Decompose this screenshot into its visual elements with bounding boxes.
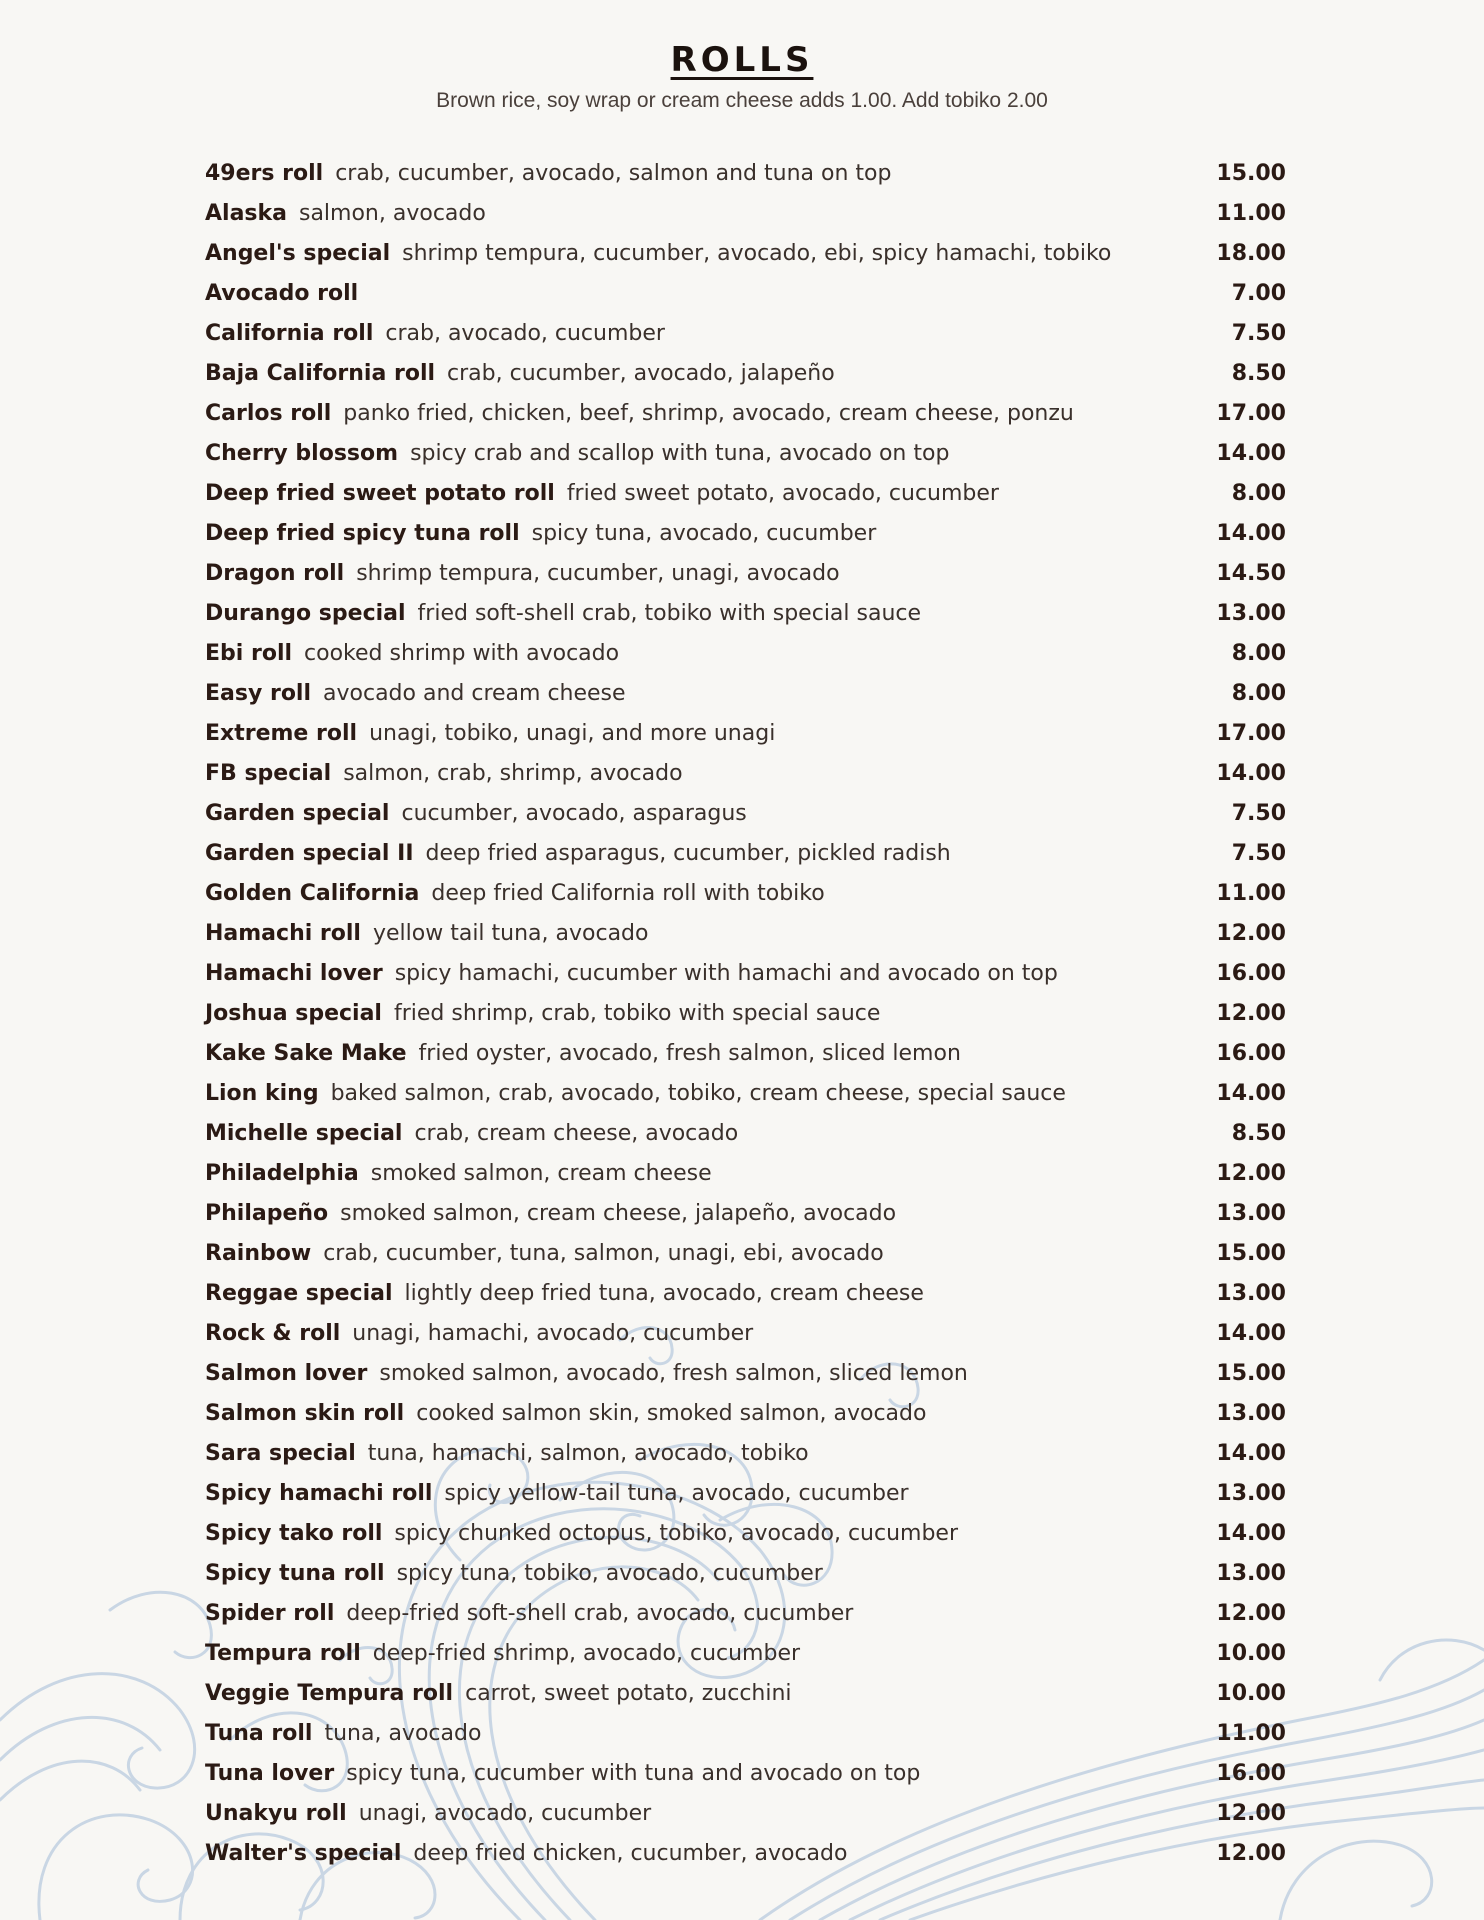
item-name: Baja California roll (205, 361, 436, 386)
item-description: cooked shrimp with avocado (304, 641, 620, 666)
menu-item (205, 1034, 1286, 1074)
item-price: 13.00 (1216, 1201, 1286, 1226)
menu-item (205, 754, 1286, 794)
item-price: 12.00 (1216, 1601, 1286, 1626)
item-price: 7.50 (1231, 801, 1286, 826)
menu-item (205, 874, 1286, 914)
item-price: 18.00 (1216, 241, 1286, 266)
item-price: 16.00 (1216, 1041, 1286, 1066)
menu-item (205, 274, 1286, 314)
item-price: 12.00 (1216, 1161, 1286, 1186)
section-subtitle: Brown rice, soy wrap or cream cheese adds 1.00. Add tobiko 2.00 (436, 89, 1048, 112)
item-description: smoked salmon, cream cheese, jalapeño, avocado (340, 1201, 897, 1226)
item-price: 13.00 (1216, 1481, 1286, 1506)
item-price: 13.00 (1216, 1561, 1286, 1586)
menu-item (205, 394, 1286, 434)
item-price: 12.00 (1216, 1801, 1286, 1826)
menu-item (205, 834, 1286, 874)
item-name: Ebi roll (205, 641, 293, 666)
item-description: deep-fried soft-shell crab, avocado, cucumber (346, 1601, 854, 1626)
item-name: Extreme roll (205, 721, 358, 746)
item-price: 11.00 (1216, 201, 1286, 226)
menu-item (205, 1674, 1286, 1714)
menu-item (205, 354, 1286, 394)
item-name: Spicy tako roll (205, 1521, 383, 1546)
item-description: panko fried, chicken, beef, shrimp, avocado, cream cheese, ponzu (343, 401, 1074, 426)
item-name: FB special (205, 761, 332, 786)
item-description: spicy hamachi, cucumber with hamachi and avocado on top (394, 961, 1058, 986)
item-description: yellow tail tuna, avocado (372, 921, 649, 946)
item-description: fried sweet potato, avocado, cucumber (566, 481, 999, 506)
menu-item (205, 474, 1286, 514)
item-name: Hamachi lover (205, 961, 383, 986)
item-price: 8.50 (1231, 361, 1286, 386)
item-price: 8.00 (1231, 481, 1286, 506)
menu-item (205, 154, 1286, 194)
item-description: shrimp tempura, cucumber, avocado, ebi, spicy hamachi, tobiko (402, 241, 1112, 266)
menu-item (205, 234, 1286, 274)
menu-item (205, 1474, 1286, 1514)
item-description: shrimp tempura, cucumber, unagi, avocado (356, 561, 840, 586)
item-description: tuna, avocado (324, 1721, 482, 1746)
menu-item (205, 434, 1286, 474)
item-price: 14.00 (1216, 1521, 1286, 1546)
menu-item (205, 1714, 1286, 1754)
item-name: Tuna lover (205, 1761, 335, 1786)
item-description: spicy tuna, cucumber with tuna and avocado on top (346, 1761, 921, 1786)
item-name: Garden special II (205, 841, 414, 866)
item-name: Deep fried sweet potato roll (205, 481, 555, 506)
item-price: 11.00 (1216, 1721, 1286, 1746)
item-name: Spider roll (205, 1601, 335, 1626)
item-description: smoked salmon, avocado, fresh salmon, sliced lemon (379, 1361, 968, 1386)
menu-item (205, 1754, 1286, 1794)
item-description: deep fried California roll with tobiko (431, 881, 825, 906)
menu-item (205, 1594, 1286, 1634)
item-description: spicy yellow-tail tuna, avocado, cucumber (444, 1481, 909, 1506)
menu-item (205, 994, 1286, 1034)
menu-item (205, 1394, 1286, 1434)
menu-item (205, 1194, 1286, 1234)
item-price: 7.00 (1231, 281, 1286, 306)
item-price: 14.00 (1216, 1321, 1286, 1346)
menu-item (205, 794, 1286, 834)
item-name: Joshua special (205, 1001, 382, 1026)
item-description: deep-fried shrimp, avocado, cucumber (372, 1641, 801, 1666)
item-description: cucumber, avocado, asparagus (401, 801, 747, 826)
item-name: Michelle special (205, 1121, 403, 1146)
item-description: spicy tuna, tobiko, avocado, cucumber (396, 1561, 823, 1586)
item-price: 17.00 (1216, 401, 1286, 426)
menu-header (0, 38, 1484, 114)
item-price: 14.00 (1216, 761, 1286, 786)
item-name: Alaska (205, 201, 287, 226)
item-description: baked salmon, crab, avocado, tobiko, cream cheese, special sauce (330, 1081, 1066, 1106)
item-price: 15.00 (1216, 161, 1286, 186)
menu-item (205, 314, 1286, 354)
menu-item (205, 1234, 1286, 1274)
item-price: 13.00 (1216, 1401, 1286, 1426)
item-description: fried soft-shell crab, tobiko with special sauce (417, 601, 922, 626)
item-name: Cherry blossom (205, 441, 399, 466)
item-description: smoked salmon, cream cheese (370, 1161, 712, 1186)
item-name: Garden special (205, 801, 390, 826)
item-description: tuna, hamachi, salmon, avocado, tobiko (367, 1441, 809, 1466)
item-price: 10.00 (1216, 1641, 1286, 1666)
item-price: 12.00 (1216, 1841, 1286, 1866)
menu-item (205, 194, 1286, 234)
item-description: carrot, sweet potato, zucchini (465, 1681, 792, 1706)
item-description: crab, cucumber, avocado, salmon and tuna on top (335, 161, 892, 186)
menu-item (205, 1794, 1286, 1834)
item-name: Salmon lover (205, 1361, 368, 1386)
item-price: 12.00 (1216, 1001, 1286, 1026)
item-description: crab, cucumber, tuna, salmon, unagi, ebi, avocado (323, 1241, 884, 1266)
item-price: 15.00 (1216, 1241, 1286, 1266)
item-description: deep fried chicken, cucumber, avocado (413, 1841, 848, 1866)
item-price: 13.00 (1216, 1281, 1286, 1306)
item-name: Veggie Tempura roll (205, 1681, 454, 1706)
item-description: crab, avocado, cucumber (385, 321, 665, 346)
item-name: Angel's special (205, 241, 391, 266)
item-price: 14.00 (1216, 521, 1286, 546)
item-name: Unakyu roll (205, 1801, 347, 1826)
menu-item (205, 1634, 1286, 1674)
item-price: 7.50 (1231, 321, 1286, 346)
item-price: 11.00 (1216, 881, 1286, 906)
item-description: spicy tuna, avocado, cucumber (531, 521, 877, 546)
item-price: 14.00 (1216, 1081, 1286, 1106)
item-name: Rainbow (205, 1241, 312, 1266)
item-price: 8.00 (1231, 641, 1286, 666)
item-name: Philapeño (205, 1201, 329, 1226)
menu-item (205, 1514, 1286, 1554)
item-price: 7.50 (1231, 841, 1286, 866)
item-name: Spicy hamachi roll (205, 1481, 433, 1506)
menu-item (205, 514, 1286, 554)
item-description: salmon, crab, shrimp, avocado (343, 761, 683, 786)
menu-item (205, 554, 1286, 594)
item-name: Durango special (205, 601, 406, 626)
item-price: 16.00 (1216, 961, 1286, 986)
menu-item (205, 634, 1286, 674)
section-title: ROLLS (670, 40, 814, 80)
item-description: unagi, tobiko, unagi, and more unagi (369, 721, 776, 746)
item-price: 10.00 (1216, 1681, 1286, 1706)
item-description: fried oyster, avocado, fresh salmon, sliced lemon (418, 1041, 961, 1066)
item-price: 12.00 (1216, 921, 1286, 946)
item-name: Dragon roll (205, 561, 345, 586)
menu-item (205, 1354, 1286, 1394)
menu-item (205, 914, 1286, 954)
item-price: 17.00 (1216, 721, 1286, 746)
item-description: spicy chunked octopus, tobiko, avocado, cucumber (394, 1521, 958, 1546)
item-name: Spicy tuna roll (205, 1561, 385, 1586)
menu-item (205, 954, 1286, 994)
item-price: 16.00 (1216, 1761, 1286, 1786)
item-price: 8.50 (1231, 1121, 1286, 1146)
item-name: Reggae special (205, 1281, 393, 1306)
menu-item (205, 1314, 1286, 1354)
item-name: California roll (205, 321, 374, 346)
item-price: 13.00 (1216, 601, 1286, 626)
item-name: Walter's special (205, 1841, 402, 1866)
item-name: Easy roll (205, 681, 312, 706)
item-price: 14.00 (1216, 441, 1286, 466)
item-description: fried shrimp, crab, tobiko with special sauce (393, 1001, 881, 1026)
menu-item (205, 1074, 1286, 1114)
item-description: crab, cream cheese, avocado (414, 1121, 739, 1146)
item-name: Deep fried spicy tuna roll (205, 521, 520, 546)
menu-item (205, 1274, 1286, 1314)
menu-item (205, 1434, 1286, 1474)
item-name: Hamachi roll (205, 921, 361, 946)
item-description: deep fried asparagus, cucumber, pickled radish (425, 841, 951, 866)
item-price: 14.50 (1216, 561, 1286, 586)
item-description: crab, cucumber, avocado, jalapeño (447, 361, 835, 386)
item-name: Sara special (205, 1441, 356, 1466)
item-description: avocado and cream cheese (323, 681, 626, 706)
menu-item (205, 594, 1286, 634)
item-price: 15.00 (1216, 1361, 1286, 1386)
menu-item (205, 1114, 1286, 1154)
item-description: cooked salmon skin, smoked salmon, avocado (416, 1401, 927, 1426)
item-name: Lion king (205, 1081, 319, 1106)
item-name: Philadelphia (205, 1161, 359, 1186)
item-description: salmon, avocado (298, 201, 486, 226)
menu-item (205, 1554, 1286, 1594)
menu-item (205, 714, 1286, 754)
item-description: unagi, avocado, cucumber (358, 1801, 652, 1826)
item-name: 49ers roll (205, 161, 324, 186)
item-description: lightly deep fried tuna, avocado, cream cheese (404, 1281, 924, 1306)
item-name: Salmon skin roll (205, 1401, 405, 1426)
menu-list (205, 154, 1286, 1874)
item-name: Avocado roll (205, 281, 359, 306)
item-name: Tempura roll (205, 1641, 361, 1666)
item-name: Rock & roll (205, 1321, 341, 1346)
item-price: 8.00 (1231, 681, 1286, 706)
item-name: Tuna roll (205, 1721, 313, 1746)
menu-item (205, 1154, 1286, 1194)
item-name: Golden California (205, 881, 420, 906)
item-price: 14.00 (1216, 1441, 1286, 1466)
item-name: Carlos roll (205, 401, 332, 426)
item-description: unagi, hamachi, avocado, cucumber (352, 1321, 754, 1346)
item-name: Kake Sake Make (205, 1041, 407, 1066)
menu-item (205, 1834, 1286, 1874)
menu-item (205, 674, 1286, 714)
item-description: spicy crab and scallop with tuna, avocado on top (410, 441, 950, 466)
